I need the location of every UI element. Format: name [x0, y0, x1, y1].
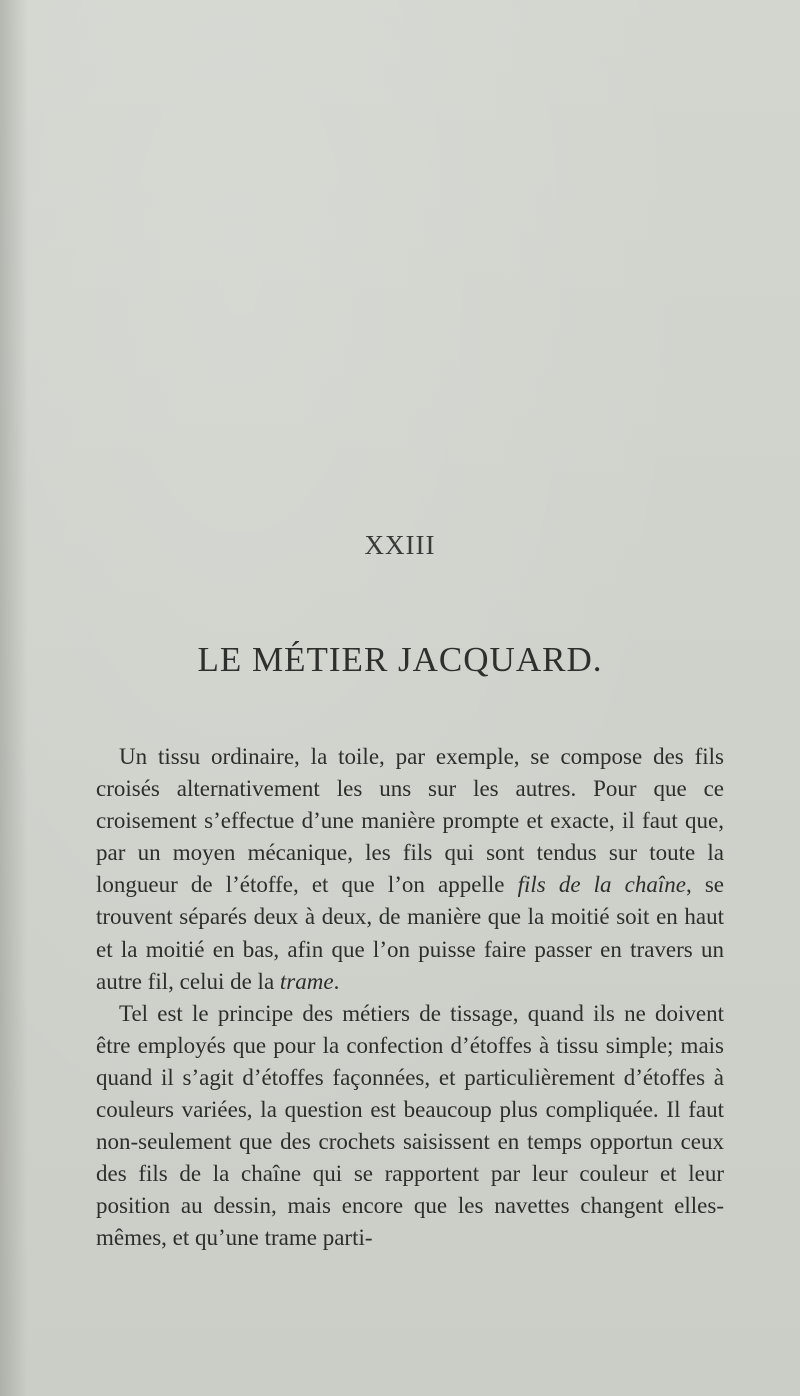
text-segment: , se trouvent séparés deux à deux, de manière que la moitié soit en haut et la moitié en bas, afin que l’on puisse faire passer en travers un autre fil, celui de la	[96, 872, 724, 994]
text-segment: .	[333, 968, 340, 994]
paragraph-2	[96, 998, 724, 1255]
text-segment: Un tissu ordinaire, la toile, par exemple, se compose des fils croisés alternativement les uns sur les autres. Pour que ce croisement s’effectue d’une manière prompte et exacte, il faut que, par un moyen mécanique, les fils qui sont tendus sur toute la longueur de l’étoffe, et que l’on appelle	[96, 744, 724, 898]
body-text	[96, 741, 724, 1255]
binding-shadow	[0, 0, 28, 1396]
italic-term-trame: trame	[279, 968, 334, 994]
chapter-number: XXIII	[364, 530, 436, 560]
paragraph-1	[96, 741, 724, 998]
chapter-title: LE MÉTIER JACQUARD.	[197, 640, 603, 679]
text-segment: Tel est le principe des métiers de tissage, quand ils ne doivent être employés que pour la confection d’étoffes à tissu simple; mais quand il s’agit d’étoffes façonnées, et particulièrement d’étoffes à couleurs variées, la question est beaucoup plus compliquée. Il faut non-seulement que des crochets saisissent en temps opportun ceux des fils de la chaîne qui se rapportent par leur couleur et leur position au dessin, mais encore que les navettes changent elles-mêmes, et qu’une trame parti-	[96, 1000, 724, 1251]
italic-term-fils-de-la-chaine: fils de la chaîne	[517, 872, 686, 898]
